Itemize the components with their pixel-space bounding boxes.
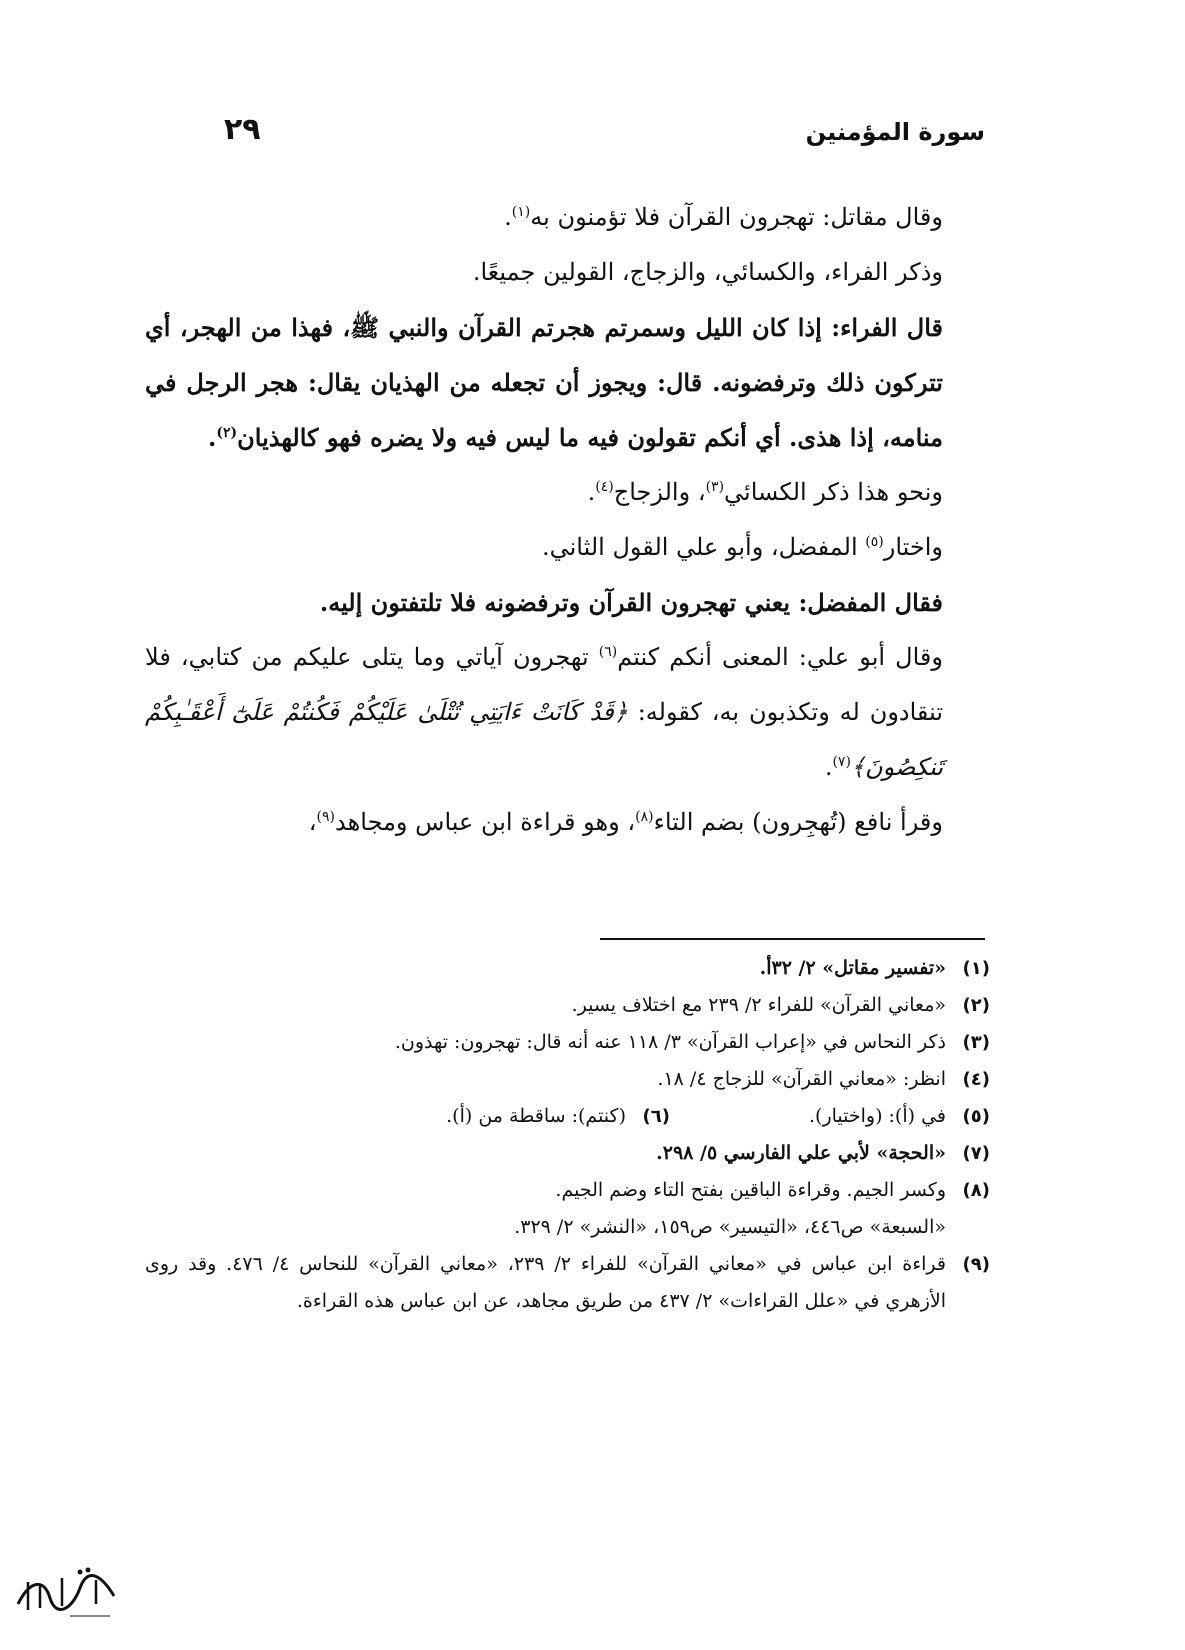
- footnote-number: (٤): [962, 1069, 990, 1090]
- punctuation: ،: [308, 808, 317, 836]
- punctuation: .: [504, 203, 512, 231]
- footnote-4: [145, 1061, 990, 1098]
- paragraph-text: ، والزجاج: [613, 478, 706, 506]
- footnote-6: [446, 1098, 670, 1135]
- paragraph-text: تهجرون آياتي وما يتلى عليكم من كتابي، فلا تنقادون له وتكذبون به، كقوله:: [145, 643, 943, 726]
- footnote-1: [145, 950, 990, 987]
- footnote-5: [730, 1098, 990, 1135]
- punctuation: .: [208, 423, 217, 452]
- footnote-2: [145, 987, 990, 1024]
- footnote-pair-5-6: [145, 1098, 990, 1135]
- footnote-text: «الحجة» لأبي علي الفارسي ٥/ ٢٩٨.: [656, 1142, 946, 1164]
- footnote-number: (٨): [962, 1180, 990, 1201]
- footnote-text: انظر: «معاني القرآن» للزجاج ٤/ ١٨.: [657, 1068, 946, 1090]
- footnote-ref[interactable]: (١): [511, 204, 531, 220]
- footnote-number: (٣): [962, 1032, 990, 1053]
- footnote-ref[interactable]: (٤): [595, 479, 614, 495]
- footnote-ref[interactable]: (٣): [705, 479, 725, 495]
- paragraph-text: وقال أبو علي: المعنى أنكم كنتم: [617, 643, 943, 671]
- footnote-number: (١): [962, 958, 990, 979]
- footnote-3: [145, 1024, 990, 1061]
- footnote-text: في (أ): (واختيار).: [809, 1105, 946, 1127]
- footnote-number: (٦): [642, 1106, 670, 1127]
- paragraph-text: المفضل، وأبو علي القول الثاني.: [541, 533, 866, 561]
- footnote-ref[interactable]: (٢): [216, 425, 238, 441]
- footnote-9: [145, 1246, 990, 1320]
- page-header: [180, 112, 985, 162]
- footnote-number: (٧): [962, 1143, 990, 1164]
- footnote-ref[interactable]: (٩): [316, 809, 336, 825]
- paragraph-text: ، وهو قراءة ابن عباس ومجاهد: [335, 808, 636, 836]
- footnote-7: [145, 1135, 990, 1172]
- footnote-text: وكسر الجيم. وقراءة الباقين بفتح التاء وضم الجيم.: [555, 1179, 946, 1201]
- paragraph-nafi: [145, 795, 985, 850]
- footnote-text: ذكر النحاس في «إعراب القرآن» ٣/ ١١٨ عنه أنه قال: تهجرون: تهذون.: [394, 1031, 946, 1053]
- footnote-8-continuation: «السبعة» ص٤٤٦، «التيسير» ص١٥٩، «النشر» ٢/ ٣٢٩.: [514, 1216, 946, 1238]
- punctuation: .: [587, 478, 596, 506]
- footnote-text: «تفسير مقاتل» ٢/ ٣٢أ.: [759, 957, 946, 979]
- paragraph-text: وقرأ نافع (تُهجِرون) بضم التاء: [653, 808, 943, 836]
- paragraph-mufaddal: فقال المفضل: يعني تهجرون القرآن وترفضونه فلا تلتفتون إليه.: [319, 588, 943, 617]
- surah-title: سورة المؤمنين: [805, 118, 985, 146]
- page-number: ٢٩: [224, 112, 261, 147]
- footnote-8: [145, 1172, 990, 1209]
- publisher-logo: [10, 1560, 120, 1622]
- paragraph-text: واختار: [883, 533, 943, 561]
- paragraph-farra-quote: [145, 300, 985, 465]
- footnote-number: (٥): [962, 1106, 990, 1127]
- footnote-divider: [600, 938, 985, 940]
- paragraph-abu-ali: [145, 630, 985, 795]
- footnote-ref[interactable]: (٧): [832, 754, 851, 770]
- footnote-number: (٢): [962, 995, 990, 1016]
- footnote-ref[interactable]: (٨): [635, 809, 654, 825]
- main-text: [145, 190, 985, 850]
- paragraph-text: قال الفراء: إذا كان الليل وسمرتم هجرتم القرآن والنبي ﷺ، فهذا من الهجر، أي تتركون ذلك وترفضونه. قال: ويجوز أن تجعله من الهذيان يقال: هجر الرجل في منامه، إذا هذى. أي أنكم تقولون فيه ما ليس فيه ولا يضره فهو كالهذيان: [145, 313, 943, 452]
- paragraph-kisai-zajjaj: [145, 465, 985, 520]
- quran-verse: ﴿قَدْ كَانَتْ ءَايَتِي تُتْلَىٰ عَلَيْكُمْ فَكُنتُمْ عَلَىٰٓ أَعْقَـٰبِكُمْ تَنكِصُونَ﴾: [145, 698, 943, 781]
- footnote-text: «معاني القرآن» للفراء ٢/ ٢٣٩ مع اختلاف يسير.: [571, 994, 946, 1016]
- paragraph-text: وقال مقاتل: تهجرون القرآن فلا تؤمنون به: [530, 203, 943, 231]
- paragraph-ikhtar: [145, 520, 985, 575]
- footnote-text: قراءة ابن عباس في «معاني القرآن» للفراء ٢/ ٢٣٩، «معاني القرآن» للنحاس ٤/ ٤٧٦. وقد روى الأزهري في «علل القراءات» ٢/ ٤٣٧ من طريق مجاهد، عن ابن عباس هذه القراءة.: [145, 1253, 946, 1312]
- footnote-text: (كنتم): ساقطة من (أ).: [446, 1105, 626, 1127]
- paragraph-text: ونحو هذا ذكر الكسائي: [724, 478, 943, 506]
- footnote-ref[interactable]: (٦): [598, 644, 618, 660]
- footnote-ref[interactable]: (٥): [865, 534, 884, 550]
- punctuation: .: [824, 753, 833, 781]
- footnote-number: (٩): [962, 1254, 990, 1275]
- footnotes: [145, 950, 990, 1320]
- paragraph-farra-kisai: وذكر الفراء، والكسائي، والزجاج، القولين جميعًا.: [472, 258, 943, 286]
- paragraph-muqatil: [145, 190, 985, 245]
